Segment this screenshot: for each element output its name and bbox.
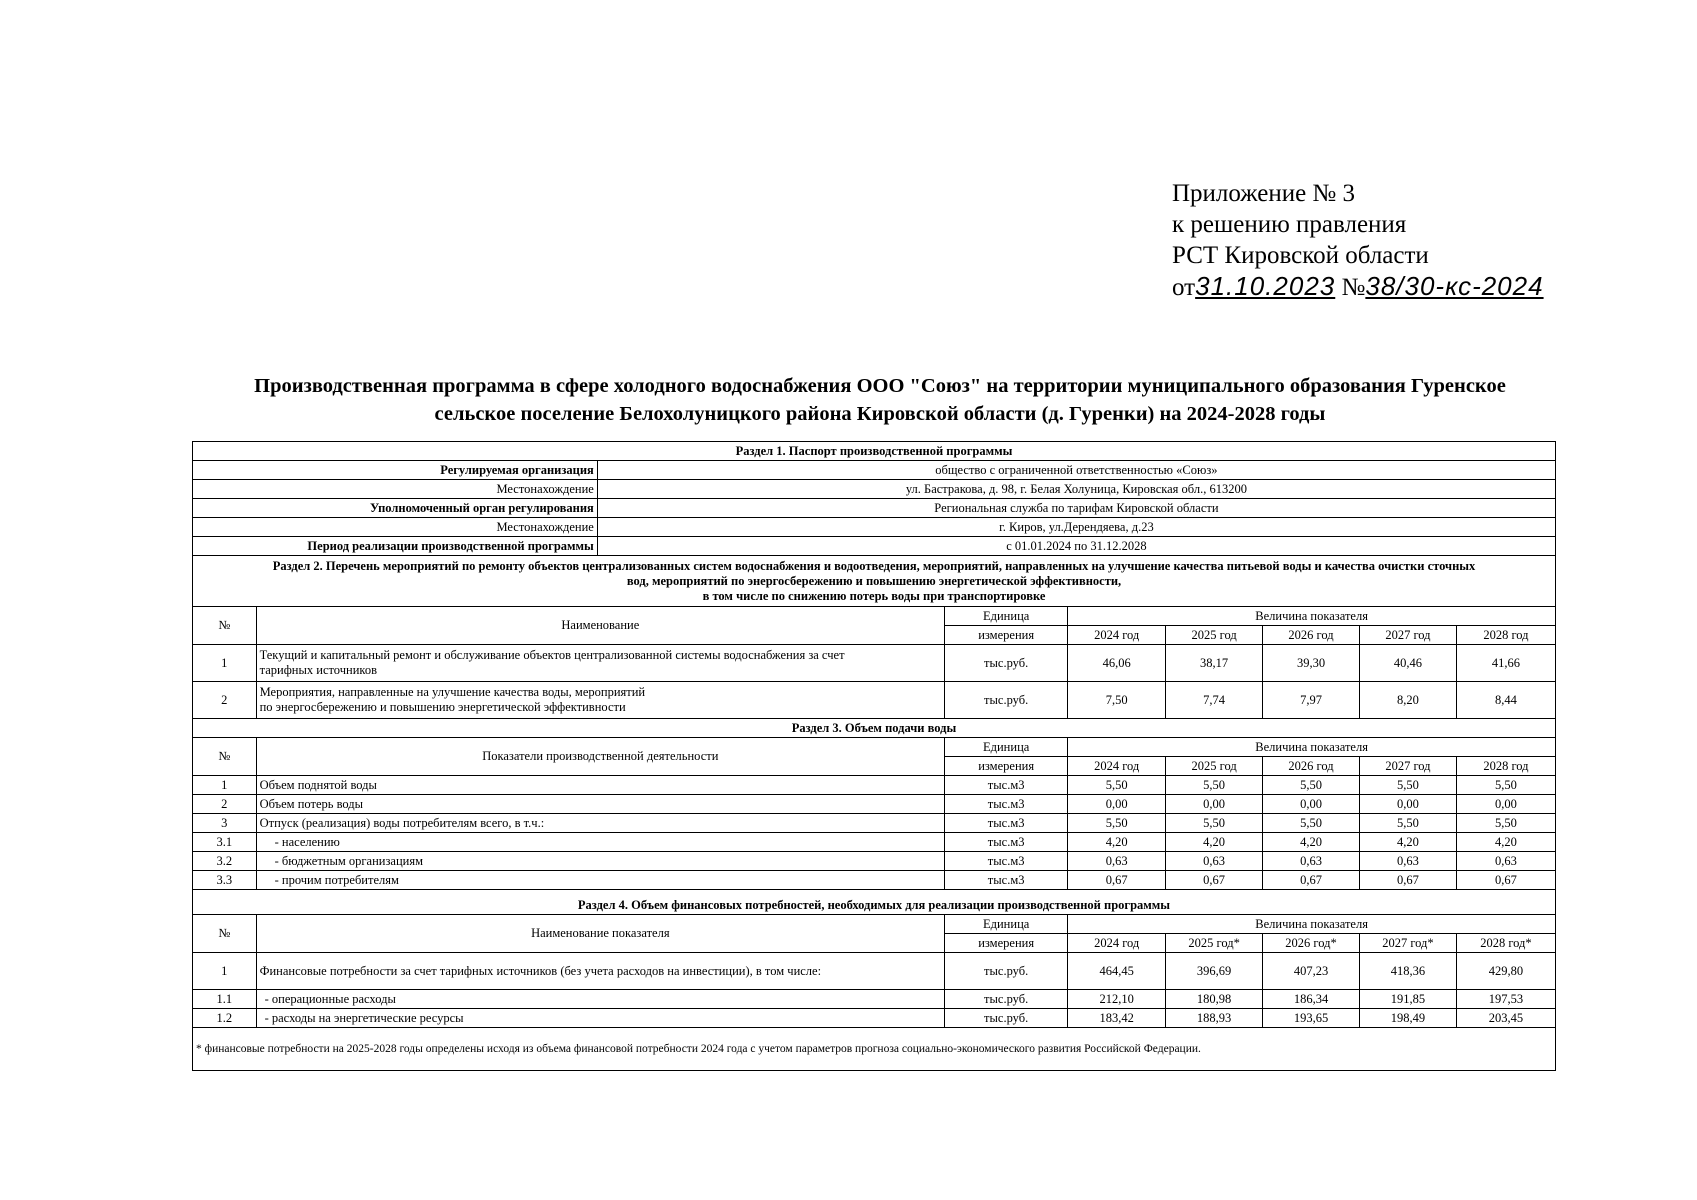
row-value: 4,20 (1263, 833, 1360, 852)
row-value: 193,65 (1263, 1009, 1360, 1028)
number-label: № (1341, 274, 1366, 301)
year-header: 2028 год* (1456, 934, 1555, 953)
year-header: 2026 год (1263, 757, 1360, 776)
row-unit: тыс.руб. (945, 645, 1068, 682)
row-value: 197,53 (1456, 990, 1555, 1009)
from-label: от (1172, 274, 1196, 301)
row-name: - населению (256, 833, 944, 852)
title-line-1: Производственная программа в сфере холодного водоснабжения ООО "Союз" на территории муниципального образования Гуренское (254, 375, 1506, 397)
row-name: Объем поднятой воды (256, 776, 944, 795)
row-value: 4,20 (1068, 833, 1166, 852)
row-value: 0,00 (1456, 795, 1555, 814)
row-unit: тыс.м3 (945, 833, 1068, 852)
year-header: 2027 год (1359, 757, 1456, 776)
col-value: Величина показателя (1068, 915, 1556, 934)
row-value: 8,44 (1456, 682, 1555, 719)
row-value: 41,66 (1456, 645, 1555, 682)
title-line-2: сельское поселение Белохолуницкого района Кировской области (д. Гуренки) на 2024-2028 годы (434, 403, 1326, 425)
row-name: Отпуск (реализация) воды потребителям всего, в т.ч.: (256, 814, 944, 833)
table-row (193, 776, 1556, 795)
row-value: 0,63 (1263, 852, 1360, 871)
table-row (193, 795, 1556, 814)
col-name: Наименование показателя (256, 915, 944, 953)
s1-value: г. Киров, ул.Дерендяева, д.23 (597, 518, 1555, 537)
row-value: 0,67 (1166, 871, 1263, 890)
table-row (193, 480, 1556, 499)
table-row (193, 871, 1556, 890)
row-value: 188,93 (1166, 1009, 1263, 1028)
row-no: 2 (193, 682, 257, 719)
col-name: Наименование (256, 607, 944, 645)
row-no: 3.2 (193, 852, 257, 871)
col-name: Показатели производственной деятельности (256, 738, 944, 776)
col-value: Величина показателя (1068, 738, 1556, 757)
table-row (193, 833, 1556, 852)
table-row (193, 814, 1556, 833)
row-value: 418,36 (1359, 953, 1456, 990)
row-name-line-1: Мероприятия, направленные на улучшение качества воды, мероприятий (259, 685, 646, 699)
footnote: * финансовые потребности на 2025-2028 годы определены исходя из объема финансовой потребности 2024 года с учетом параметров прогноза социально-экономического развития Российской Федерации. (193, 1028, 1556, 1071)
document-title (190, 372, 1570, 428)
table-row (193, 990, 1556, 1009)
appendix-date-number (1172, 271, 1642, 303)
row-value: 0,00 (1068, 795, 1166, 814)
row-value: 186,34 (1263, 990, 1360, 1009)
table-row (193, 682, 1556, 719)
row-unit: тыс.руб. (945, 1009, 1068, 1028)
s1-label: Местонахождение (193, 480, 598, 499)
row-value: 5,50 (1456, 814, 1555, 833)
appendix-number: Приложение № 3 (1172, 180, 1356, 207)
year-header: 2028 год (1456, 757, 1555, 776)
table-row (193, 537, 1556, 556)
row-value: 180,98 (1166, 990, 1263, 1009)
row-value: 7,74 (1166, 682, 1263, 719)
year-header: 2025 год* (1166, 934, 1263, 953)
table-row (193, 1009, 1556, 1028)
col-no: № (193, 607, 257, 645)
row-value: 8,20 (1359, 682, 1456, 719)
s1-label: Период реализации производственной программы (193, 537, 598, 556)
col-unit-2: измерения (945, 757, 1068, 776)
year-header: 2027 год* (1359, 934, 1456, 953)
row-no: 1 (193, 776, 257, 795)
row-no: 1.2 (193, 1009, 257, 1028)
row-value: 0,67 (1263, 871, 1360, 890)
row-no: 3 (193, 814, 257, 833)
row-no: 3.3 (193, 871, 257, 890)
row-unit: тыс.руб. (945, 682, 1068, 719)
s1-label: Местонахождение (193, 518, 598, 537)
row-value: 7,50 (1068, 682, 1166, 719)
row-value: 0,63 (1456, 852, 1555, 871)
year-header: 2028 год (1456, 626, 1555, 645)
table-row (193, 461, 1556, 480)
row-value: 0,00 (1359, 795, 1456, 814)
row-no: 3.1 (193, 833, 257, 852)
col-unit-2: измерения (945, 626, 1068, 645)
row-name: Объем потерь воды (256, 795, 944, 814)
row-value: 7,97 (1263, 682, 1360, 719)
table-row (193, 953, 1556, 990)
row-name: - прочим потребителям (256, 871, 944, 890)
s1-value: Региональная служба по тарифам Кировской области (597, 499, 1555, 518)
row-value: 4,20 (1456, 833, 1555, 852)
row-value: 429,80 (1456, 953, 1555, 990)
table-row (193, 645, 1556, 682)
table-row (193, 518, 1556, 537)
row-value: 5,50 (1068, 814, 1166, 833)
year-header: 2026 год (1263, 626, 1360, 645)
row-value: 396,69 (1166, 953, 1263, 990)
row-value: 198,49 (1359, 1009, 1456, 1028)
row-value: 4,20 (1166, 833, 1263, 852)
year-header: 2025 год (1166, 757, 1263, 776)
row-value: 0,00 (1263, 795, 1360, 814)
table-row (193, 852, 1556, 871)
row-no: 1 (193, 645, 257, 682)
section2-title (193, 556, 1556, 607)
row-unit: тыс.м3 (945, 795, 1068, 814)
year-header: 2026 год* (1263, 934, 1360, 953)
col-unit: Единица (945, 738, 1068, 757)
row-value: 0,67 (1456, 871, 1555, 890)
row-name (256, 682, 944, 719)
row-no: 1.1 (193, 990, 257, 1009)
appendix-authority: РСТ Кировской области (1172, 242, 1429, 269)
row-value: 38,17 (1166, 645, 1263, 682)
row-value: 5,50 (1359, 776, 1456, 795)
col-unit: Единица (945, 915, 1068, 934)
row-unit: тыс.м3 (945, 871, 1068, 890)
row-value: 39,30 (1263, 645, 1360, 682)
year-header: 2025 год (1166, 626, 1263, 645)
row-value: 407,23 (1263, 953, 1360, 990)
row-unit: тыс.руб. (945, 990, 1068, 1009)
section2-title-line-2: вод, мероприятий по энергосбережению и повышению энергетической эффективности, (626, 573, 1122, 588)
col-no: № (193, 915, 257, 953)
s1-label: Регулируемая организация (193, 461, 598, 480)
col-unit-2: измерения (945, 934, 1068, 953)
appendix-decision: к решению правления (1172, 211, 1407, 238)
row-value: 5,50 (1166, 776, 1263, 795)
handwritten-date: 31.10.2023 (1195, 271, 1336, 301)
section3-title: Раздел 3. Объем подачи воды (193, 719, 1556, 738)
row-value: 0,63 (1068, 852, 1166, 871)
row-unit: тыс.м3 (945, 852, 1068, 871)
row-value: 0,63 (1166, 852, 1263, 871)
row-name: - операционные расходы (256, 990, 944, 1009)
row-name-line-2: тарифных источников (259, 663, 377, 677)
row-unit: тыс.м3 (945, 814, 1068, 833)
row-value: 4,20 (1359, 833, 1456, 852)
row-value: 0,67 (1359, 871, 1456, 890)
row-name: - расходы на энергетические ресурсы (256, 1009, 944, 1028)
year-header: 2024 год (1068, 757, 1166, 776)
section4-title: Раздел 4. Объем финансовых потребностей, необходимых для реализации производственной программы (193, 890, 1556, 915)
row-name-line-2: по энергосбережению и повышению энергетической эффективности (259, 700, 626, 714)
row-name: Финансовые потребности за счет тарифных источников (без учета расходов на инвестиции), в том числе: (256, 953, 944, 990)
row-no: 1 (193, 953, 257, 990)
s1-value: с 01.01.2024 по 31.12.2028 (597, 537, 1555, 556)
section2-title-line-3: в том числе по снижению потерь воды при транспортировке (702, 588, 1046, 603)
row-name (256, 645, 944, 682)
production-program-table (192, 441, 1556, 1071)
col-unit: Единица (945, 607, 1068, 626)
year-header: 2024 год (1068, 626, 1166, 645)
row-value: 5,50 (1359, 814, 1456, 833)
row-value: 5,50 (1456, 776, 1555, 795)
row-value: 183,42 (1068, 1009, 1166, 1028)
s1-label: Уполномоченный орган регулирования (193, 499, 598, 518)
row-value: 464,45 (1068, 953, 1166, 990)
s1-value: общество с ограниченной ответственностью «Союз» (597, 461, 1555, 480)
col-value: Величина показателя (1068, 607, 1556, 626)
row-no: 2 (193, 795, 257, 814)
row-value: 40,46 (1359, 645, 1456, 682)
section2-title-line-1: Раздел 2. Перечень мероприятий по ремонту объектов централизованных систем водоснабжения и водоотведения, мероприятий, направленных на улучшение качества питьевой воды и качества очистки сточных (272, 558, 1476, 573)
col-no: № (193, 738, 257, 776)
appendix-block (1172, 178, 1642, 303)
row-value: 5,50 (1068, 776, 1166, 795)
row-value: 191,85 (1359, 990, 1456, 1009)
row-unit: тыс.руб. (945, 953, 1068, 990)
row-name: - бюджетным организациям (256, 852, 944, 871)
row-value: 212,10 (1068, 990, 1166, 1009)
table-row (193, 499, 1556, 518)
year-header: 2027 год (1359, 626, 1456, 645)
row-value: 0,00 (1166, 795, 1263, 814)
row-value: 5,50 (1166, 814, 1263, 833)
year-header: 2024 год (1068, 934, 1166, 953)
row-unit: тыс.м3 (945, 776, 1068, 795)
s1-value: ул. Бастракова, д. 98, г. Белая Холуница, Кировская обл., 613200 (597, 480, 1555, 499)
section1-title: Раздел 1. Паспорт производственной программы (193, 442, 1556, 461)
row-value: 46,06 (1068, 645, 1166, 682)
row-value: 5,50 (1263, 814, 1360, 833)
row-name-line-1: Текущий и капитальный ремонт и обслуживание объектов централизованной системы водоснабжения за счет (259, 648, 845, 662)
row-value: 0,67 (1068, 871, 1166, 890)
row-value: 0,63 (1359, 852, 1456, 871)
row-value: 5,50 (1263, 776, 1360, 795)
row-value: 203,45 (1456, 1009, 1555, 1028)
handwritten-number: 38/30-кс-2024 (1365, 271, 1544, 301)
